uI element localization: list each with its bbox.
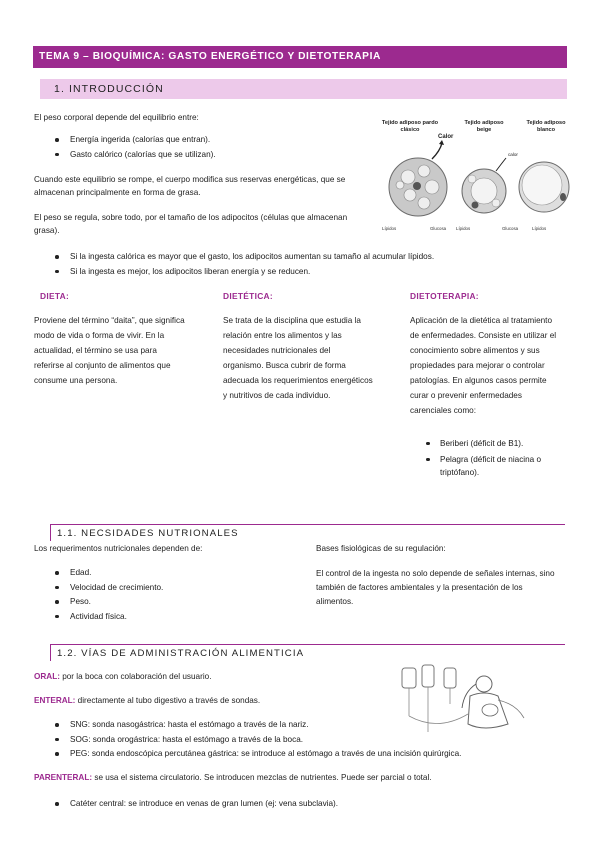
figure-small-label: Glucosa: [502, 226, 519, 231]
intro-paragraph-3: El peso se regula, sobre todo, por el tamaño de los adipocitos (células que almacenan grasa).: [34, 213, 348, 235]
list-item: Edad.: [34, 566, 274, 581]
list-item: Energía ingerida (calorías que entran).: [34, 133, 364, 148]
list-item: Si la ingesta es mejor, los adipocitos liberan energía y se reducen.: [34, 265, 574, 280]
section-heading-necesidades: 1.1. NECSIDADES NUTRIONALES: [57, 528, 239, 539]
column-head-dietoterapia: DIETOTERAPIA:: [410, 291, 479, 301]
list-item: Si la ingesta calórica es mayor que el gasto, los adipocitos aumentan su tamaño al acumular lípidos.: [34, 250, 574, 265]
list-item: Beriberi (déficit de B1).: [420, 437, 566, 450]
oral-text: por la boca con colaboración del usuario.: [59, 672, 212, 681]
column-text-dieta: Proviene del término “daita”, que significa modo de vida o forma de vivir. En la actualidad, el término se usa para referirse al conjunto de alimentos que consume una persona.: [34, 316, 185, 385]
parenteral-line: [34, 772, 574, 785]
regulation-heading: Bases fisiológicas de su regulación:: [316, 544, 446, 553]
figure-small-label: Lípidos: [532, 226, 547, 231]
column-text-dietoterapia: Aplicación de la dietética al tratamiento de enfermedades. Consiste en utilizar el conocimiento sobre alimentos y sus propiedades para mejorar o controlar patologías. En algunos casos permite curar o prevenir enfermedades carenciales como:: [410, 316, 557, 415]
intro-paragraph-2: Cuando este equilibrio se rompe, el cuerpo modifica sus reservas energéticas, que se almacenan principalmente en forma de grasa.: [34, 175, 346, 197]
parenteral-text: se usa el sistema circulatorio. Se introducen mezclas de nutrientes. Puede ser parcial o total.: [92, 773, 432, 782]
figure-label-pardo: Tejido adiposo pardo clásico: [381, 120, 439, 133]
regulation-text: El control de la ingesta no solo depende de señales internas, sino también de factores ambientales y la presentación de los alimentos.: [316, 569, 555, 606]
figure-label-blanco: Tejido adiposo blanco: [526, 120, 566, 133]
oral-label: ORAL:: [34, 672, 60, 681]
section-heading-introduccion: 1. INTRODUCCIÓN: [40, 79, 567, 99]
enteral-line: [34, 695, 414, 708]
parenteral-bullets: [34, 797, 574, 812]
list-item: Gasto calórico (calorías que se utilizan).: [34, 148, 364, 163]
adipocyte-figure: [380, 113, 570, 235]
intro-bullets-2: [34, 250, 574, 279]
enteral-text: directamente al tubo digestivo a través de sondas.: [75, 696, 261, 705]
list-item: Catéter central: se introduce en venas de gran lumen (ej: vena subclavia).: [34, 797, 574, 812]
enteral-bullets: [34, 718, 574, 762]
figure-calor-label: Calor: [438, 134, 454, 140]
list-item: Peso.: [34, 595, 274, 610]
column-text-dietetica: Se trata de la disciplina que estudia la relación entre los alimentos y las necesidades nutricionales del organismo. Busca cubrir de forma adecuada los requerimientos energéticos y nutritivos de cada individuo.: [223, 316, 373, 400]
parenteral-label: PARENTERAL:: [34, 773, 93, 782]
intro-bullets-1: [34, 133, 364, 162]
list-item: PEG: sonda endoscópica percutánea gástrica: se introduce al estómago a través de una incisión quirúrgica.: [34, 747, 574, 762]
figure-small-label: Lípidos: [382, 226, 397, 231]
requirements-bullets: [34, 566, 274, 624]
page-title: TEMA 9 – BIOQUÍMICA: GASTO ENERGÉTICO Y DIETOTERAPIA: [33, 46, 567, 68]
figure-label-pardo-2: clásico: [400, 127, 420, 133]
section-heading-vias: 1.2. VÍAS DE ADMINISTRACIÓN ALIMENTICIA: [57, 648, 305, 659]
list-item: SNG: sonda nasogástrica: hasta el estómago a través de la nariz.: [34, 718, 574, 733]
list-item: Velocidad de crecimiento.: [34, 581, 274, 596]
requirements-intro: Los requerimentos nutricionales dependen de:: [34, 544, 203, 553]
list-item: Actividad física.: [34, 610, 274, 625]
figure-small-label: Lípidos: [456, 226, 471, 231]
figure-label-beige: Tejido adiposo beige: [464, 120, 504, 133]
enteral-label: ENTERAL:: [34, 696, 76, 705]
list-item: Pelagra (déficit de niacina o triptófano).: [420, 453, 566, 479]
dietoterapia-bullets: [420, 437, 566, 482]
figure-calor-small-label: calor: [508, 152, 518, 157]
intro-paragraph-1: El peso corporal depende del equilibrio entre:: [34, 113, 199, 122]
figure-small-label: Glucosa: [430, 226, 447, 231]
list-item: SOG: sonda orogástrica: hasta el estómago a través de la boca.: [34, 733, 574, 748]
column-head-dietetica: DIETÉTICA:: [223, 291, 273, 301]
oral-line: [34, 671, 414, 684]
column-head-dieta: DIETA:: [40, 291, 70, 301]
